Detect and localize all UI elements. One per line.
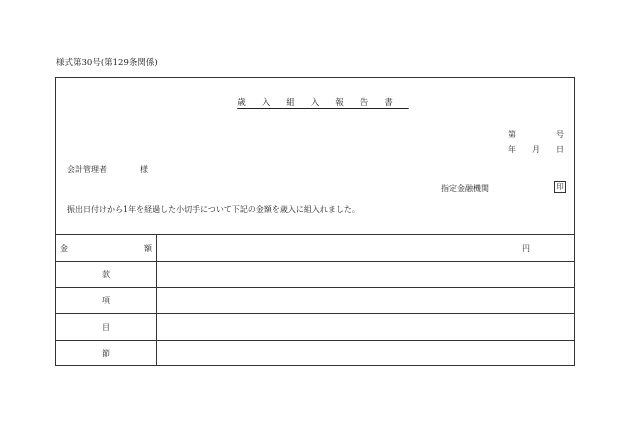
doc-number-prefix: 第 — [508, 130, 516, 139]
row-label-kou: 項 — [102, 296, 110, 305]
date-month: 月 — [532, 145, 540, 154]
addressee-honorific: 様 — [140, 165, 148, 174]
form-number: 様式第30号(第129条関係) — [56, 58, 158, 68]
addressee-label: 会計管理者 — [67, 165, 107, 174]
date-year: 年 — [508, 145, 516, 154]
seal-mark: 印 — [554, 181, 566, 193]
amount-label-right: 額 — [144, 244, 152, 253]
row-label-setsu: 節 — [102, 349, 110, 358]
date-day: 日 — [556, 145, 564, 154]
row-label-kan: 款 — [102, 270, 110, 279]
amount-label-left: 金 — [60, 244, 68, 253]
table-top-rule — [55, 234, 575, 235]
doc-number-suffix: 号 — [556, 130, 564, 139]
row-divider — [55, 287, 575, 288]
statement-text: 振出日付けから1年を経過した小切手について下記の金額を歳入に組入れました。 — [67, 205, 360, 214]
form-title-text: 歳入組入報告書 — [237, 98, 409, 108]
column-divider — [156, 234, 157, 366]
row-divider — [55, 313, 575, 314]
row-divider — [55, 261, 575, 262]
row-divider — [55, 340, 575, 341]
row-label-moku: 目 — [102, 323, 110, 332]
form-title — [0, 96, 630, 108]
designated-bank-label: 指定金融機関 — [441, 184, 489, 193]
amount-unit: 円 — [522, 244, 530, 253]
